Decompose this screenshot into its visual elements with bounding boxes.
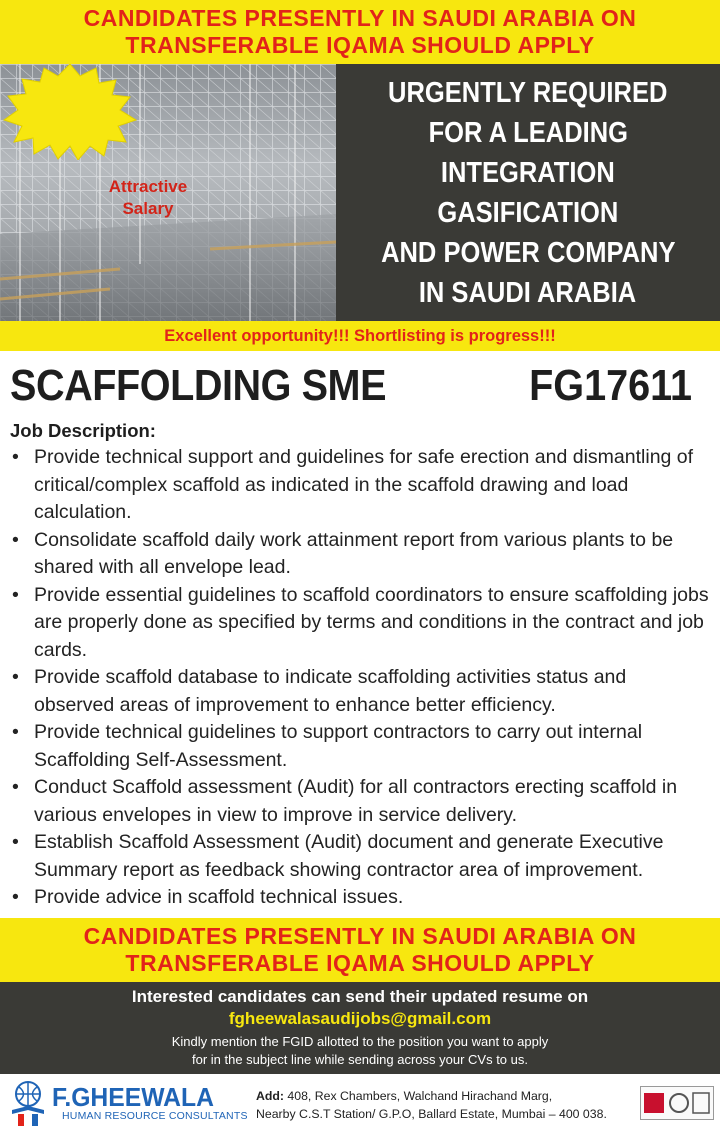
list-item-text: Establish Scaffold Assessment (Audit) document and generate Executive Summary report as feedback showing contractor area of improvement. [34, 831, 664, 881]
headline-panel [336, 64, 720, 321]
footer [0, 1074, 720, 1133]
list-item-text: Provide essential guidelines to scaffold coordinators to ensure scaffolding jobs are properly done as specified by terms and conditions in the contract and job cards. [34, 583, 709, 661]
description-heading: Job Description: [10, 420, 156, 441]
list-item [10, 884, 710, 912]
hero-section [0, 64, 720, 321]
top-banner [0, 0, 720, 64]
bottom-banner [0, 918, 720, 982]
bullet-dot-icon: • [12, 528, 19, 551]
list-item-text: Provide technical guidelines to support contractors to carry out internal Scaffolding Self-Assessment. [34, 721, 643, 771]
contact-note-line-1: Kindly mention the FGID allotted to the position you want to apply [171, 1034, 549, 1049]
address-text-1: 408, Rex Chambers, Walchand Hirachand Marg, [284, 1089, 553, 1103]
headline-line-4: GASIFICATION [437, 196, 619, 229]
headline-line-6: IN SAUDI ARABIA [419, 276, 637, 309]
contact-instruction: Interested candidates can send their updated resume on [131, 987, 589, 1006]
bullet-dot-icon: • [12, 886, 19, 908]
badge-line-1: Attractive [108, 177, 188, 196]
starburst-badge [0, 64, 140, 160]
headline-line-2: FOR A LEADING [428, 116, 628, 149]
certification-badge-icon [640, 1086, 714, 1120]
top-banner-line-1: CANDIDATES PRESENTLY IN SAUDI ARABIA ON [83, 5, 637, 31]
brand-tagline: HUMAN RESOURCE CONSULTANTS [62, 1110, 248, 1122]
list-item [10, 664, 710, 719]
bullet-dot-icon: • [12, 666, 19, 688]
office-address [256, 1087, 607, 1123]
opportunity-text: Excellent opportunity!!! Shortlisting is progress!!! [164, 326, 556, 345]
company-logo-icon [8, 1080, 48, 1126]
list-item-text: Provide technical support and guidelines for safe erection and dismantling of critical/complex scaffold as indicated in the scaffold drawing and load calculation. [34, 446, 694, 523]
headline-line-1: URGENTLY REQUIRED [388, 76, 668, 109]
list-item [10, 444, 710, 527]
list-item [10, 829, 710, 884]
attractive-salary-badge [78, 176, 218, 220]
bullet-dot-icon: • [12, 831, 19, 853]
job-title: SCAFFOLDING SME [10, 361, 387, 410]
badge-line-2: Salary [122, 199, 174, 218]
bullet-dot-icon: • [12, 583, 19, 606]
bottom-banner-line-2: TRANSFERABLE IQAMA SHOULD APPLY [125, 950, 595, 976]
contact-email-link[interactable]: fgheewalasaudijobs@gmail.com [228, 1009, 492, 1028]
bullet-dot-icon: • [12, 721, 19, 743]
headline-line-5: AND POWER COMPANY [380, 236, 676, 269]
bullet-dot-icon: • [12, 446, 19, 468]
list-item-text: Conduct Scaffold assessment (Audit) for all contractors erecting scaffold in various envelopes in view to improve in service delivery. [34, 776, 678, 826]
responsibility-list [10, 444, 710, 912]
job-title-row [0, 355, 720, 417]
address-line-2: Nearby C.S.T Station/ G.P.O, Ballard Estate, Mumbai – 400 038. [256, 1107, 607, 1121]
address-label: Add: [256, 1089, 284, 1103]
list-item [10, 527, 710, 582]
scaffolding-photo [0, 64, 336, 321]
contact-section [0, 982, 720, 1074]
job-code: FG17611 [529, 361, 692, 410]
brand-name: F.GHEEWALA [52, 1082, 214, 1112]
list-item [10, 719, 710, 774]
bottom-banner-line-1: CANDIDATES PRESENTLY IN SAUDI ARABIA ON [83, 923, 637, 949]
headline-line-3: INTEGRATION [441, 156, 615, 189]
list-item [10, 582, 710, 665]
list-item [10, 774, 710, 829]
list-item-text: Provide advice in scaffold technical issues. [34, 886, 404, 908]
address-line-1 [256, 1087, 607, 1105]
bullet-dot-icon: • [12, 776, 19, 798]
top-banner-line-2: TRANSFERABLE IQAMA SHOULD APPLY [125, 32, 595, 58]
opportunity-strip [0, 321, 720, 351]
list-item-text: Provide scaffold database to indicate scaffolding activities status and observed areas of improvement to enhance better efficiency. [34, 666, 627, 716]
job-description [10, 418, 710, 912]
contact-note-line-2: for in the subject line while sending across your CVs to us. [191, 1052, 528, 1067]
list-item-text: Consolidate scaffold daily work attainment report from various plants to be shared with all envelope lead. [34, 528, 674, 578]
